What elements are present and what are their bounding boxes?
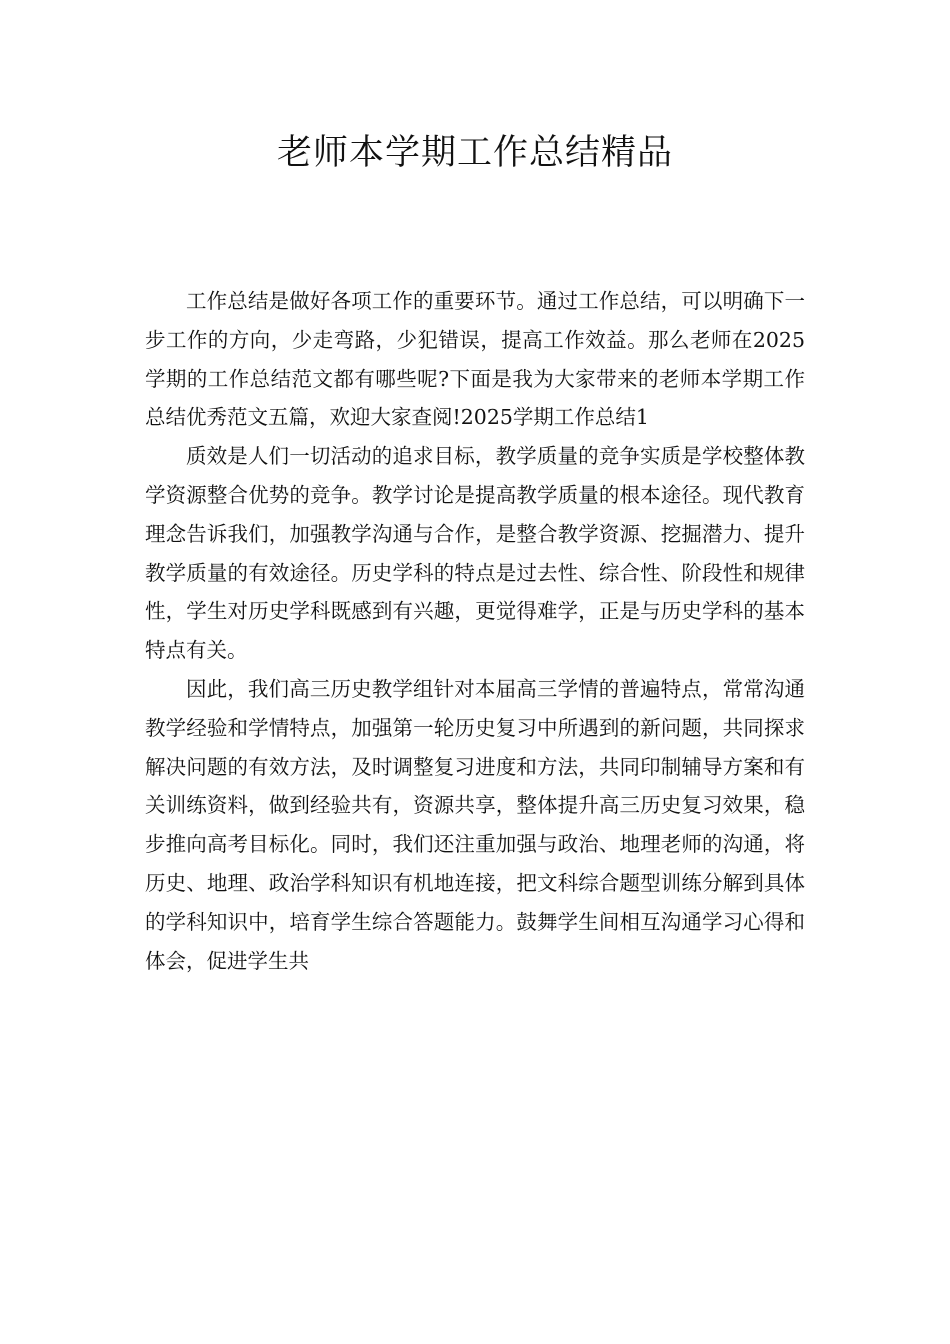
document-title: 老师本学期工作总结精品 [276, 133, 673, 173]
paragraph-quality: 质效是人们一切活动的追求目标，教学质量的竞争实质是学校整体教学资源整合优势的竞争。教学讨论是提高教学质量的根本途径。现代教育理念告诉我们，加强教学沟通与合作，是整合教学资源、挖掘潜力、提升教学质量的有效途径。历史学科的特点是过去性、综合性、阶段性和规律性，学生对历史学科既感到有兴趣，更觉得难学，正是与历史学科的基本特点有关。 [145, 444, 805, 663]
document-body [145, 282, 805, 980]
paragraph-intro: 工作总结是做好各项工作的重要环节。通过工作总结，可以明确下一步工作的方向，少走弯路，少犯错误，提高工作效益。那么老师在2025学期的工作总结范文都有哪些呢?下面是我为大家带来的老师本学期工作总结优秀范文五篇，欢迎大家查阅!2025学期工作总结1 [145, 289, 805, 430]
paragraph-teaching-group: 因此，我们高三历史教学组针对本届高三学情的普遍特点，常常沟通教学经验和学情特点，加强第一轮历史复习中所遇到的新问题，共同探求解决问题的有效方法，及时调整复习进度和方法，共同印制辅导方案和有关训练资料，做到经验共有，资源共享，整体提升高三历史复习效果，稳步推向高考目标化。同时，我们还注重加强与政治、地理老师的沟通，将历史、地理、政治学科知识有机地连接，把文科综合题型训练分解到具体的学科知识中，培育学生综合答题能力。鼓舞学生间相互沟通学习心得和体会，促进学生共 [145, 676, 805, 973]
